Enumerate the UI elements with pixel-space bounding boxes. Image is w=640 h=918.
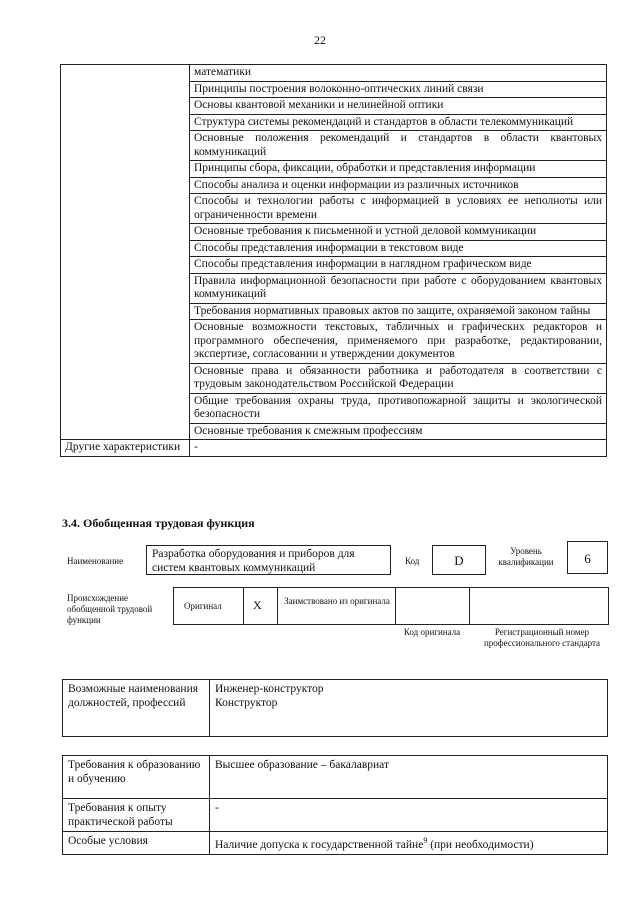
code-value: D (454, 553, 464, 568)
knowledge-item: Основные требования к смежным профессиям (190, 423, 607, 440)
origin-divider (277, 587, 278, 625)
knowledge-item: Принципы построения волоконно-оптических линий связи (190, 81, 607, 98)
knowledge-table (60, 64, 607, 457)
positions-table (62, 679, 608, 737)
origin-box (173, 587, 609, 625)
origin-divider (395, 587, 396, 625)
level-label: Уровень квалификации (498, 546, 554, 567)
knowledge-item: Основные права и обязанности работника и работодателя в соответствии с трудовым законодательством Российской Федерации (190, 363, 607, 393)
knowledge-item: Основные требования к письменной и устной деловой коммуникации (190, 224, 607, 241)
education-value: Высшее образование – бакалавриат (210, 756, 608, 799)
original-mark: X (253, 598, 262, 612)
position-item: Конструктор (215, 697, 278, 709)
origin-divider (469, 587, 470, 625)
knowledge-item: Общие требования охраны труда, противопожарной защиты и экологической безопасности (190, 393, 607, 423)
knowledge-item: Способы и технологии работы с информацией в условиях ее неполноты или ограниченности времени (190, 194, 607, 224)
position-item: Инженер-конструктор (215, 683, 324, 695)
positions-label: Возможные наименования должностей, профессий (63, 680, 210, 737)
origin-label: Происхождение обобщенной трудовой функции (67, 593, 153, 625)
positions-values (210, 680, 608, 737)
special-label: Особые условия (63, 832, 210, 855)
experience-label: Требования к опыту практической работы (63, 799, 210, 832)
function-name-box (146, 545, 391, 575)
code-box (432, 545, 486, 575)
code-original-label: Код оригинала (403, 627, 461, 637)
knowledge-item: Правила информационной безопасности при работе с оборудованием квантовых коммуникаций (190, 273, 607, 303)
special-value (210, 832, 608, 855)
knowledge-item: Структура системы рекомендаций и стандартов в области телекоммуникаций (190, 114, 607, 131)
requirements-table (62, 755, 608, 855)
other-characteristics-label: Другие характеристики (61, 440, 190, 457)
level-box (567, 541, 608, 574)
knowledge-item: Основы квантовой механики и нелинейной оптики (190, 98, 607, 115)
name-label: Наименование (67, 556, 124, 566)
education-label: Требования к образованию и обучению (63, 756, 210, 799)
experience-value: - (210, 799, 608, 832)
knowledge-item: Принципы сбора, фиксации, обработки и представления информации (190, 161, 607, 178)
code-label: Код (405, 556, 420, 566)
section-heading: 3.4. Обобщенная трудовая функция (62, 516, 255, 530)
knowledge-item: Способы представления информации в наглядном графическом виде (190, 257, 607, 274)
page-number: 22 (314, 33, 326, 47)
reg-number-label: Регистрационный номер профессионального стандарта (483, 627, 601, 648)
special-text: Наличие допуска к государственной тайне (215, 838, 424, 851)
knowledge-item: Способы представления информации в текстовом виде (190, 240, 607, 257)
knowledge-item: математики (190, 65, 607, 82)
knowledge-label-cell (61, 65, 190, 440)
origin-divider (243, 587, 244, 625)
special-suffix: (при необходимости) (427, 838, 534, 851)
other-characteristics-value: - (190, 440, 607, 457)
knowledge-item: Основные возможности текстовых, табличных и графических редакторов и программного обеспечения, применяемого при разработке, редактировании, экспертизе, согласовании и утверждении документов (190, 320, 607, 364)
original-label: Оригинал (184, 601, 222, 611)
knowledge-item: Способы анализа и оценки информации из различных источников (190, 177, 607, 194)
footnote-ref: 9 (423, 836, 428, 845)
level-value: 6 (584, 551, 591, 566)
knowledge-item: Основные положения рекомендаций и стандартов в области квантовых коммуникаций (190, 131, 607, 161)
borrowed-label: Заимствовано из оригинала (284, 596, 390, 606)
knowledge-item: Требования нормативных правовых актов по защите, охраняемой законом тайны (190, 303, 607, 320)
function-name: Разработка оборудования и приборов для систем квантовых коммуникаций (152, 548, 355, 574)
